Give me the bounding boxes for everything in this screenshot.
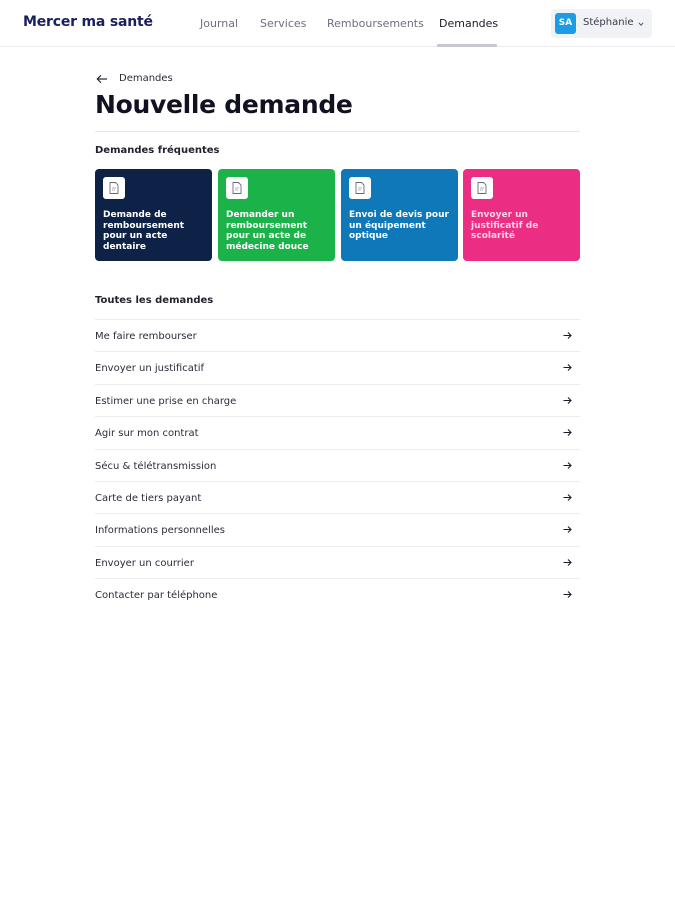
list-item-label: Sécu & télétransmission xyxy=(95,460,217,472)
nav-remboursements[interactable]: Remboursements xyxy=(327,17,424,30)
list-item-label: Envoyer un courrier xyxy=(95,557,194,569)
list-item-phone-contact[interactable] xyxy=(95,578,580,610)
list-item-reimbursement[interactable] xyxy=(95,319,580,351)
arrow-right-icon xyxy=(563,493,572,502)
list-item-send-proof[interactable] xyxy=(95,351,580,383)
page-title: Nouvelle demande xyxy=(95,90,353,119)
list-item-label: Carte de tiers payant xyxy=(95,492,202,504)
back-link-label: Demandes xyxy=(119,73,173,84)
frequent-requests-heading: Demandes fréquentes xyxy=(95,145,220,156)
arrow-right-icon xyxy=(563,363,572,372)
list-item-label: Estimer une prise en charge xyxy=(95,395,237,407)
list-item-tiers-payant[interactable] xyxy=(95,481,580,513)
user-name: Stéphanie xyxy=(583,17,634,28)
list-item-estimate-coverage[interactable] xyxy=(95,384,580,416)
title-divider xyxy=(95,131,580,132)
list-item-label: Envoyer un justificatif xyxy=(95,363,205,375)
list-item-personal-info[interactable] xyxy=(95,513,580,545)
nav-active-indicator xyxy=(437,44,497,47)
card-label: Demande de remboursement pour un acte dentaire xyxy=(103,210,185,252)
arrow-right-icon xyxy=(563,461,572,470)
nav-journal[interactable]: Journal xyxy=(200,17,239,30)
arrow-right-icon xyxy=(563,331,572,340)
document-icon xyxy=(103,177,125,199)
arrow-right-icon xyxy=(563,428,572,437)
document-icon xyxy=(471,177,493,199)
arrow-right-icon xyxy=(563,396,572,405)
list-item-secu[interactable] xyxy=(95,449,580,481)
arrow-left-icon xyxy=(96,73,108,85)
all-requests-heading: Toutes les demandes xyxy=(95,295,214,306)
list-item-label: Contacter par téléphone xyxy=(95,590,218,602)
frequent-card-alternative-medicine[interactable] xyxy=(218,169,335,261)
card-label: Demander un remboursement pour un acte de médecine douce xyxy=(226,210,309,252)
document-icon xyxy=(226,177,248,199)
nav-services[interactable]: Services xyxy=(260,17,307,30)
frequent-card-optical-quote[interactable] xyxy=(341,169,458,261)
list-item-contract[interactable] xyxy=(95,416,580,448)
card-label: Envoi de devis pour un équipement optique xyxy=(349,210,449,241)
frequent-card-school-certificate[interactable] xyxy=(463,169,580,261)
user-menu-button[interactable] xyxy=(551,9,652,38)
arrow-right-icon xyxy=(563,590,572,599)
list-item-label: Me faire rembourser xyxy=(95,331,197,342)
all-requests-list xyxy=(95,319,580,611)
chevron-down-icon xyxy=(638,21,644,27)
top-header xyxy=(0,0,675,47)
document-icon xyxy=(349,177,371,199)
frequent-card-dental[interactable] xyxy=(95,169,212,261)
arrow-right-icon xyxy=(563,525,572,534)
avatar: SA xyxy=(555,13,576,34)
list-item-label: Agir sur mon contrat xyxy=(95,428,199,440)
arrow-right-icon xyxy=(563,558,572,567)
list-item-label: Informations personnelles xyxy=(95,525,225,537)
list-item-send-mail[interactable] xyxy=(95,546,580,578)
brand-logo[interactable]: Mercer ma santé xyxy=(23,14,153,30)
nav-demandes[interactable]: Demandes xyxy=(439,17,499,30)
card-label: Envoyer un justificatif de scolarité xyxy=(471,210,539,241)
